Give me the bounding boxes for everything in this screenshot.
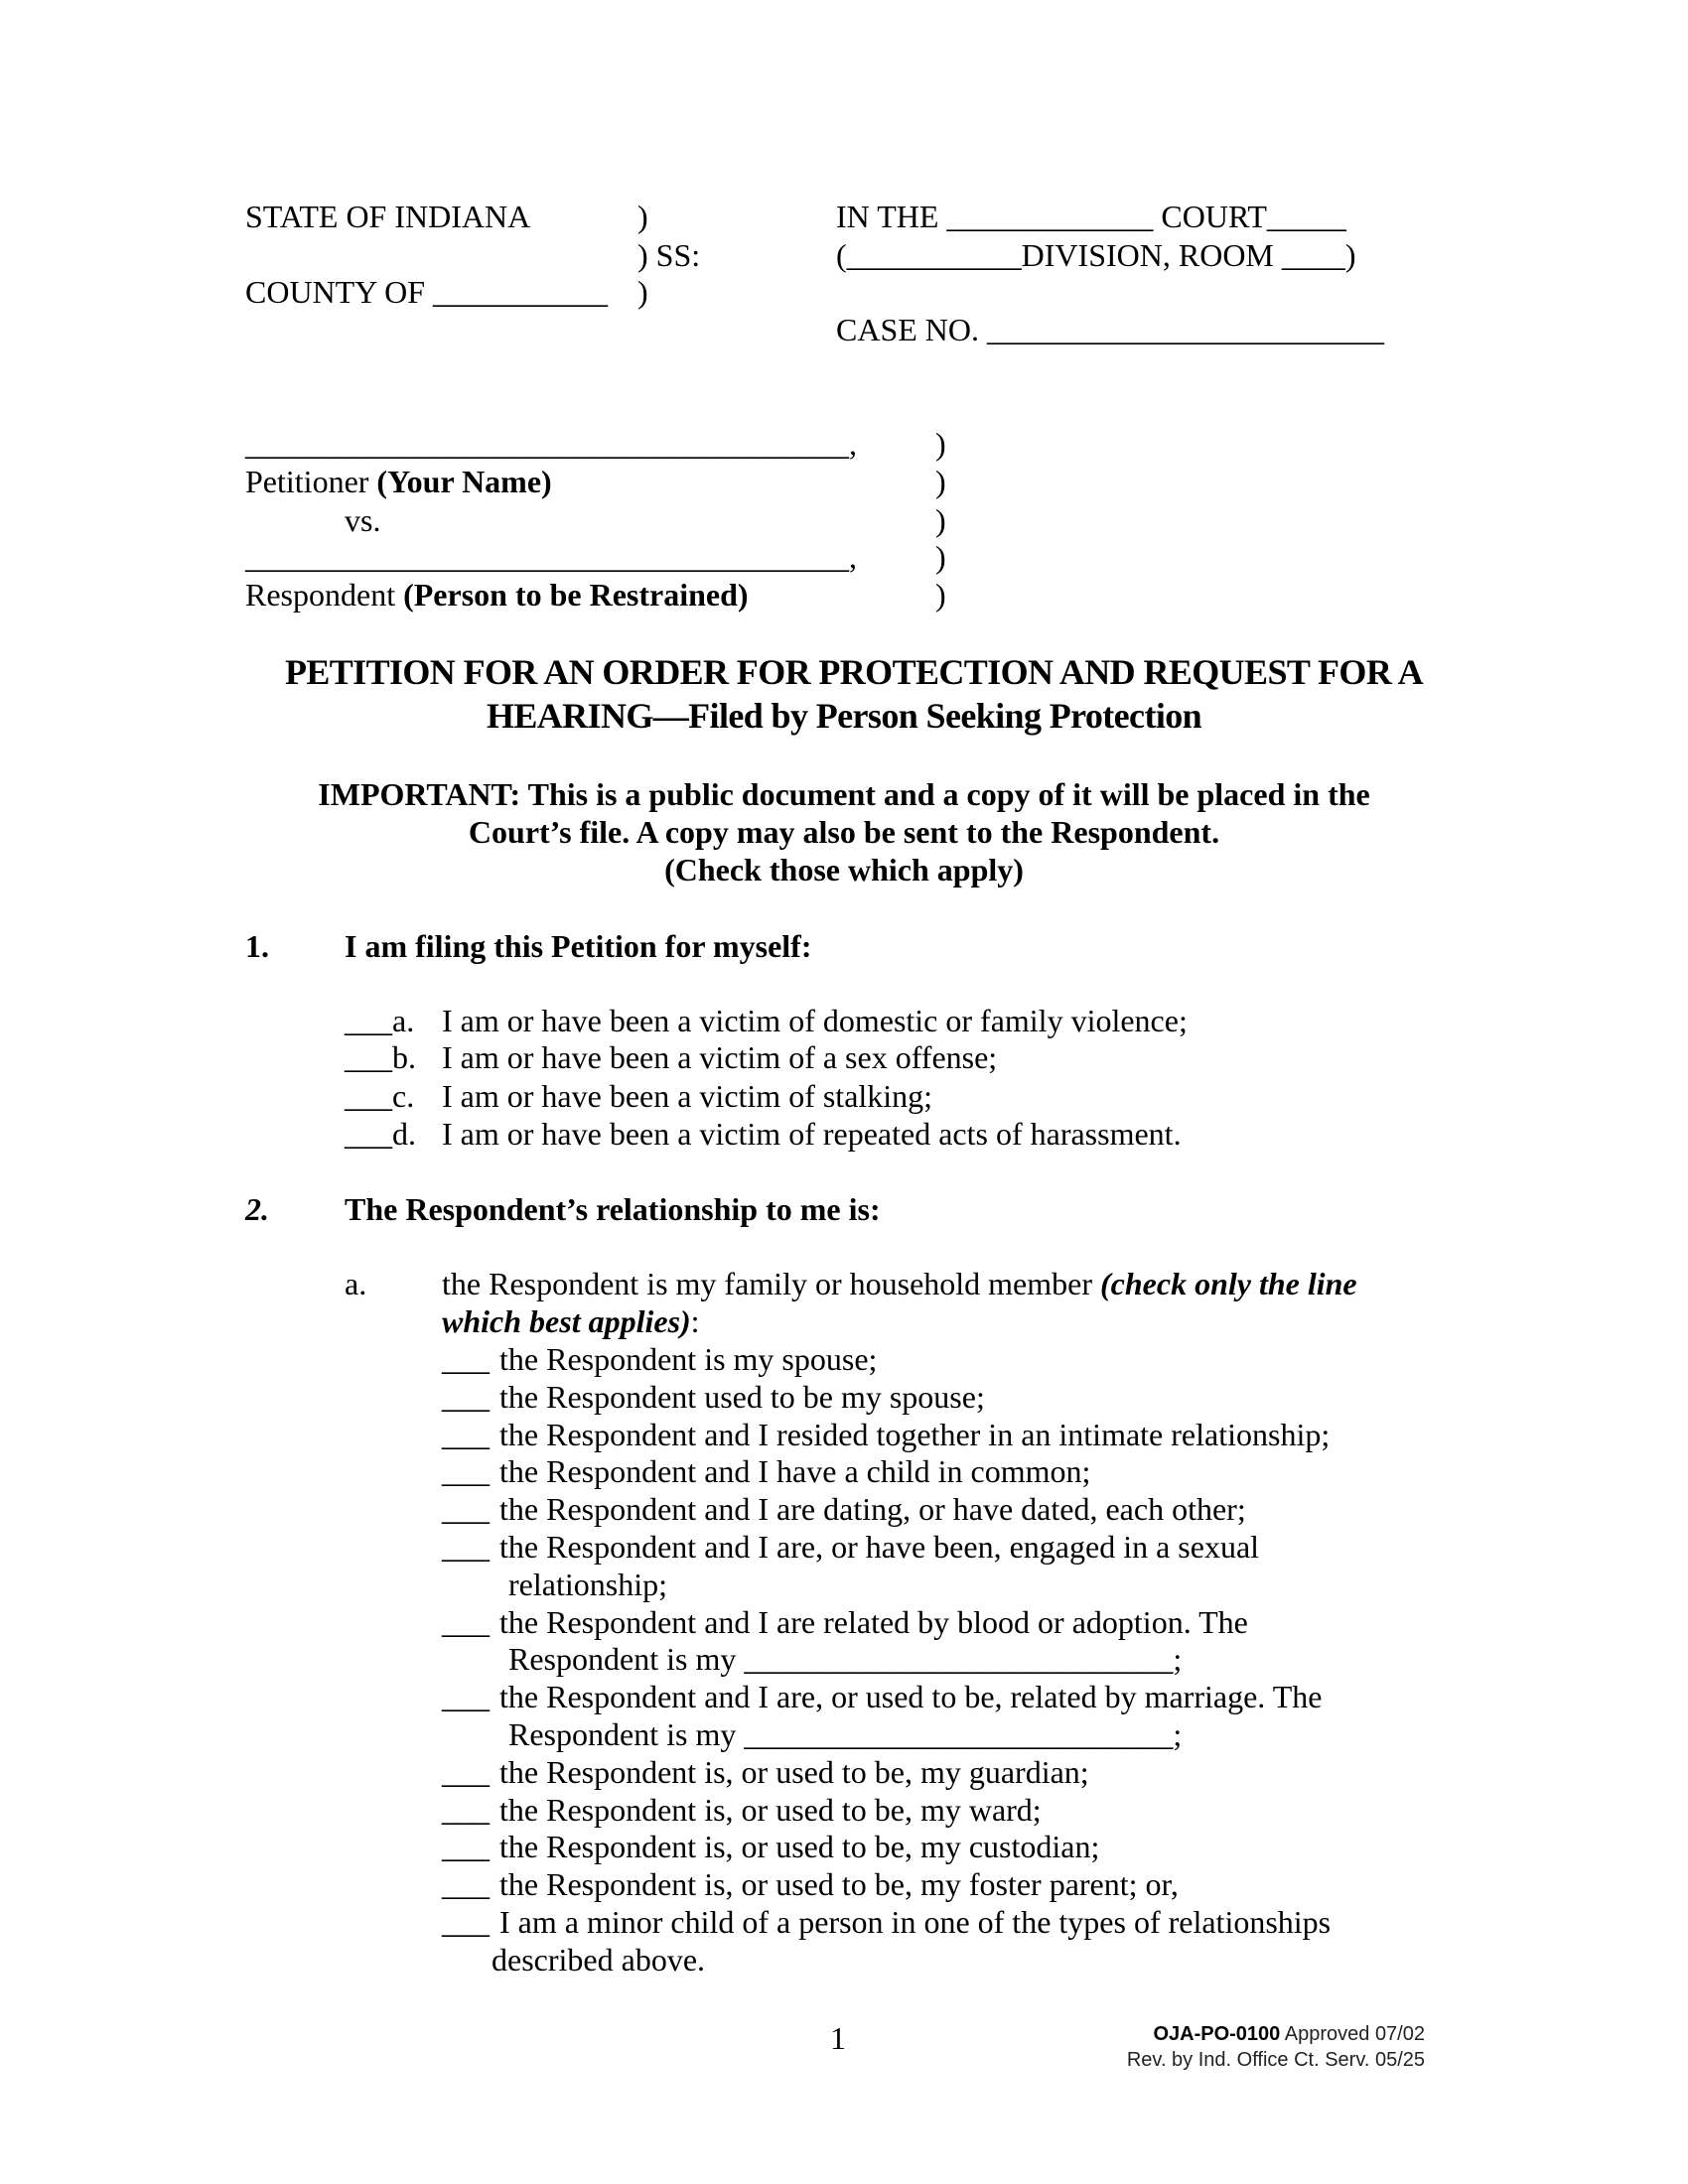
checkbox-blank[interactable]: ___a. [345,1003,415,1038]
parties-paren: ) [935,577,946,613]
checkbox-blank[interactable]: ___ [442,1604,490,1640]
relationship-option: the Respondent and I are, or have been, engaged in a sexual [499,1529,1260,1565]
important-notice-line1: IMPORTANT: This is a public document and a copy of it will be placed in the [318,776,1370,812]
page-number: 1 [830,2020,846,2056]
respondent-hint: (Person to be Restrained) [403,577,749,613]
relationship-option: relationship; [508,1567,667,1602]
parties-paren: ) [935,426,946,462]
checkbox-blank[interactable]: ___b. [345,1039,416,1075]
relationship-option: the Respondent is, or used to be, my ward; [499,1792,1042,1828]
document-title-line2: HEARING—Filed by Person Seeking Protection [486,696,1202,736]
relationship-option: the Respondent is, or used to be, my foster parent; or, [499,1866,1179,1902]
checkbox-blank[interactable]: ___ [442,1453,490,1489]
checkbox-blank[interactable]: ___ [442,1754,490,1790]
caption-paren: ) [637,199,648,234]
revision-line: Rev. by Ind. Office Ct. Serv. 05/25 [1126,2049,1425,2071]
relationship-option: I am a minor child of a person in one of the types of relationships [499,1904,1332,1940]
section2a-hint: (check only the line [1100,1266,1357,1301]
caption-paren: ) [637,274,648,310]
relationship-option: the Respondent is, or used to be, my guardian; [499,1754,1089,1790]
respondent-name-field[interactable]: ______________________________________, [245,539,857,575]
checkbox-blank[interactable]: ___ [442,1529,490,1565]
vs-label: vs. [345,502,381,538]
colon: : [690,1303,700,1339]
approved-date: Approved 07/02 [1280,2023,1425,2045]
relationship-option: Respondent is my ___________________________; [508,1716,1183,1752]
section2a-text-cont [442,1302,700,1340]
relationship-option: the Respondent used to be my spouse; [499,1379,985,1415]
checkbox-blank[interactable]: ___ [442,1379,490,1415]
petitioner-text: Petitioner [245,464,377,499]
checkbox-blank[interactable]: ___ [442,1341,490,1377]
important-notice-line2: Court’s file. A copy may also be sent to the Respondent. [468,814,1220,850]
relationship-option: Respondent is my ___________________________; [508,1641,1183,1677]
checkbox-blank[interactable]: ___ [442,1904,490,1940]
list-item-text: I am or have been a victim of stalking; [442,1078,933,1114]
checkbox-blank[interactable]: ___ [442,1792,490,1828]
section2a-letter: a. [345,1266,367,1301]
section2-number: 2. [245,1191,269,1227]
checkbox-blank[interactable]: ___ [442,1829,490,1864]
relationship-option: the Respondent is, or used to be, my custodian; [499,1829,1100,1864]
state-label: STATE OF INDIANA [245,199,531,234]
parties-paren: ) [935,464,946,499]
petitioner-hint: (Your Name) [376,464,552,499]
relationship-option: the Respondent and I are, or used to be, related by marriage. The [499,1679,1323,1714]
checkbox-blank[interactable]: ___ [442,1679,490,1714]
relationship-option: the Respondent and I resided together in an intimate relationship; [499,1417,1331,1452]
checkbox-blank[interactable]: ___c. [345,1078,415,1114]
case-number-field[interactable]: CASE NO. _________________________ [836,312,1385,347]
important-notice-line3: (Check those which apply) [664,852,1024,887]
document-title-line1: PETITION FOR AN ORDER FOR PROTECTION AND REQUEST FOR A [284,652,1424,692]
list-item-text: I am or have been a victim of repeated acts of harassment. [442,1116,1182,1152]
respondent-label [245,576,749,614]
section2-heading: The Respondent’s relationship to me is: [345,1191,881,1227]
form-id-line [1153,2021,1425,2047]
relationship-option: described above. [492,1942,706,1978]
relationship-option: the Respondent and I are related by blood or adoption. The [499,1604,1248,1640]
section2a-text [442,1265,1357,1302]
checkbox-blank[interactable]: ___ [442,1417,490,1452]
parties-paren: ) [935,539,946,575]
county-field[interactable]: COUNTY OF ___________ [245,274,609,310]
checkbox-blank[interactable]: ___ [442,1866,490,1902]
division-field[interactable]: (___________DIVISION, ROOM ____) [836,237,1356,273]
respondent-text: Respondent [245,577,404,613]
relationship-option: the Respondent and I are dating, or have dated, each other; [499,1491,1246,1527]
checkbox-blank[interactable]: ___d. [345,1116,416,1152]
section1-number: 1. [245,928,269,964]
court-field[interactable]: IN THE _____________ COURT_____ [836,199,1346,234]
petitioner-name-field[interactable]: ______________________________________, [245,426,857,462]
section2a-label: the Respondent is my family or household member [442,1266,1100,1301]
section1-heading: I am filing this Petition for myself: [345,928,812,964]
parties-paren: ) [935,502,946,538]
form-id: OJA-PO-0100 [1153,2023,1281,2045]
list-item-text: I am or have been a victim of domestic or family violence; [442,1003,1188,1038]
ss-label: ) SS: [637,237,701,273]
petitioner-label [245,463,552,500]
relationship-option: the Respondent is my spouse; [499,1341,878,1377]
list-item-text: I am or have been a victim of a sex offense; [442,1039,998,1075]
section2a-hint: which best applies) [442,1303,691,1339]
checkbox-blank[interactable]: ___ [442,1491,490,1527]
relationship-option: the Respondent and I have a child in common; [499,1453,1091,1489]
